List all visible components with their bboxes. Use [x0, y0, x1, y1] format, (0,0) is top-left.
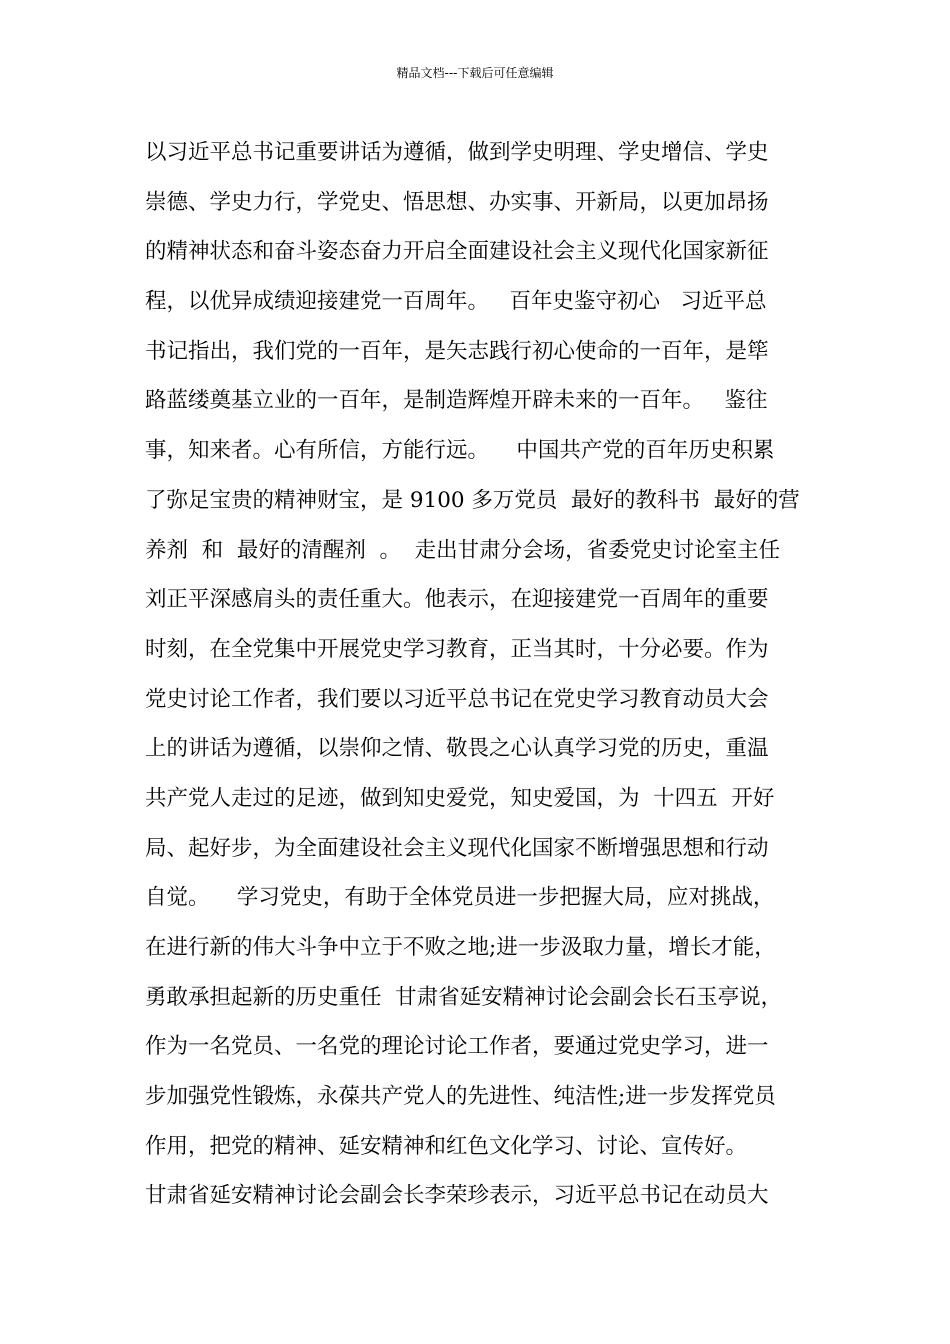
body-line: 以习近平总书记重要讲话为遵循，做到学史明理、学史增信、学史	[145, 140, 769, 165]
page-header: 精品文档---下载后可任意编辑	[396, 66, 554, 80]
body-line: 作为一名党员、一名党的理论讨论工作者，要通过党史学习，进一	[145, 1034, 769, 1060]
body-line: 甘肃省延安精神讨论会副会长李荣珍表示，习近平总书记在动员大	[145, 1183, 769, 1209]
body-line: 局、起好步，为全面建设社会主义现代化国家不断增强思想和行动	[145, 835, 769, 861]
body-line: 了弥足宝贵的精神财宝，是 9100 多万党员 最好的教科书 最好的营	[145, 487, 800, 513]
body-line: 养剂 和 最好的清醒剂 。 走出甘肃分会场，省委党史讨论室主任	[145, 537, 781, 563]
body-line: 崇德、学史力行，学党史、悟思想、办实事、开新局，以更加昂扬	[145, 189, 769, 215]
body-line: 步加强党性锻炼，永葆共产党人的先进性、纯洁性;进一步发挥党员	[145, 1084, 776, 1110]
body-line: 在进行新的伟大斗争中立于不败之地;进一步汲取力量，增长才能，	[145, 935, 776, 960]
body-line: 共产党人走过的足迹，做到知史爱党，知史爱国，为 十四五 开好	[145, 785, 775, 811]
document-body	[145, 128, 815, 1221]
body-line: 时刻，在全党集中开展党史学习教育，正当其时，十分必要。作为	[145, 636, 769, 662]
body-line: 的精神状态和奋斗姿态奋力开启全面建设社会主义现代化国家新征	[145, 239, 769, 265]
body-line: 程，以优异成绩迎接建党一百周年。 百年史鉴守初心 习近平总	[145, 289, 767, 315]
body-line: 书记指出，我们党的一百年，是矢志践行初心使命的一百年，是筚	[145, 338, 769, 364]
body-line: 路蓝缕奠基立业的一百年，是制造辉煌开辟未来的一百年。 鉴往	[145, 388, 768, 414]
body-line: 党史讨论工作者，我们要以习近平总书记在党史学习教育动员大会	[145, 686, 769, 712]
body-line: 刘正平深感肩头的责任重大。他表示，在迎接建党一百周年的重要	[145, 587, 769, 613]
body-line: 事，知来者。心有所信，方能行远。 中国共产党的百年历史积累	[145, 438, 775, 464]
body-line: 作用，把党的精神、延安精神和红色文化学习、讨论、宣传好。	[145, 1133, 748, 1159]
body-line: 上的讲话为遵循，以崇仰之情、敬畏之心认真学习党的历史，重温	[145, 736, 769, 762]
body-line: 自觉。 学习党史，有助于全体党员进一步把握大局，应对挑战，	[145, 885, 775, 911]
body-line: 勇敢承担起新的历史重任 甘肃省延安精神讨论会副会长石玉亭说，	[145, 984, 783, 1010]
